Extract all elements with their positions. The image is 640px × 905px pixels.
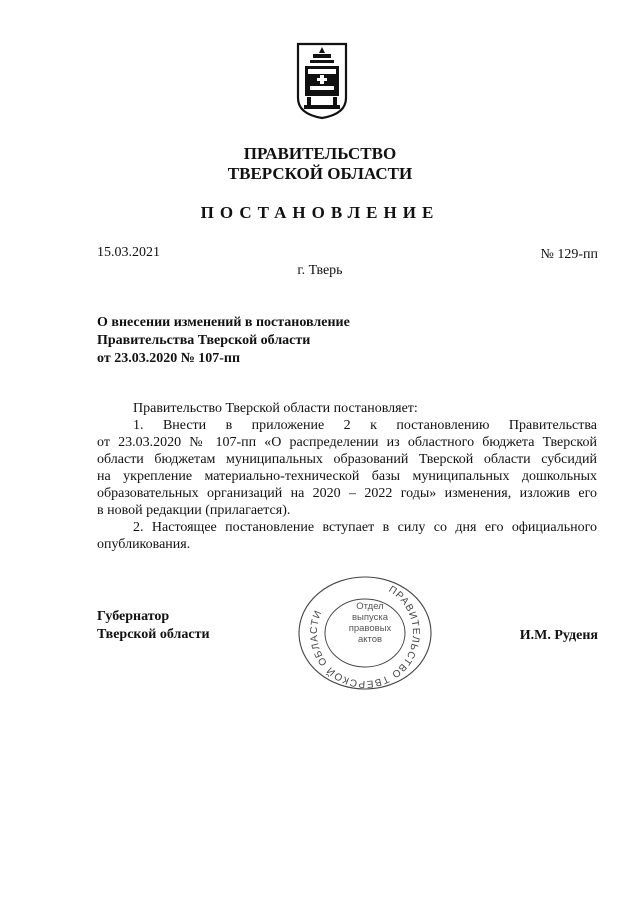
- subject-line: О внесении изменений в постановление: [97, 315, 350, 330]
- body-line: образовательных организаций на 2020 – 2022 годы» изменения, изложив его: [97, 486, 597, 501]
- body-intro: Правительство Тверской области постановляет:: [133, 401, 418, 416]
- coat-of-arms-icon: [296, 42, 348, 120]
- document-subject: [97, 314, 350, 368]
- organization-name-line2: ТВЕРСКОЙ ОБЛАСТИ: [227, 164, 413, 183]
- body-line: области бюджетам муниципальных образований Тверской области субсидий: [97, 452, 597, 467]
- subject-line: от 23.03.2020 № 107-пп: [97, 351, 241, 366]
- document-body: [97, 400, 597, 553]
- signatory-position-line: Тверской области: [97, 627, 210, 642]
- stamp-inner-line: Отдел: [356, 601, 384, 612]
- document-city: г. Тверь: [297, 263, 343, 278]
- body-line: опубликования.: [97, 537, 191, 552]
- stamp-inner-line: правовых: [348, 623, 392, 634]
- body-line: в новой редакции (прилагается).: [97, 503, 291, 518]
- body-item-2: [97, 519, 597, 553]
- body-line: от 23.03.2020 № 107-пп «О распределении из областного бюджета Тверской: [97, 435, 597, 450]
- body-line: 1. Внести в приложение 2 к постановлению Правительства: [133, 418, 597, 433]
- document-type: ПОСТАНОВЛЕНИЕ: [200, 203, 440, 222]
- body-line: на укрепление материально-технической базы муниципальных дошкольных: [97, 469, 597, 484]
- stamp-inner-line: выпуска: [351, 612, 389, 623]
- stamp-ring-text: ПРАВИТЕЛЬСТВО ТВЕРСКОЙ ОБЛАСТИ: [308, 584, 422, 690]
- subject-line: Правительства Тверской области: [97, 333, 311, 348]
- signatory-position-line: Губернатор: [97, 609, 170, 624]
- stamp-inner-line: актов: [357, 634, 383, 645]
- body-item-1: [97, 417, 597, 519]
- signatory-name: И.М. Руденя: [519, 628, 598, 643]
- stamp-inner-text: [340, 601, 400, 645]
- document-date: 15.03.2021: [97, 245, 160, 260]
- signatory-position: [97, 608, 210, 644]
- organization-name-line1: ПРАВИТЕЛЬСТВО: [243, 144, 397, 163]
- document-number: № 129-пп: [540, 247, 598, 262]
- body-line: 2. Настоящее постановление вступает в силу со дня его официального: [133, 520, 597, 535]
